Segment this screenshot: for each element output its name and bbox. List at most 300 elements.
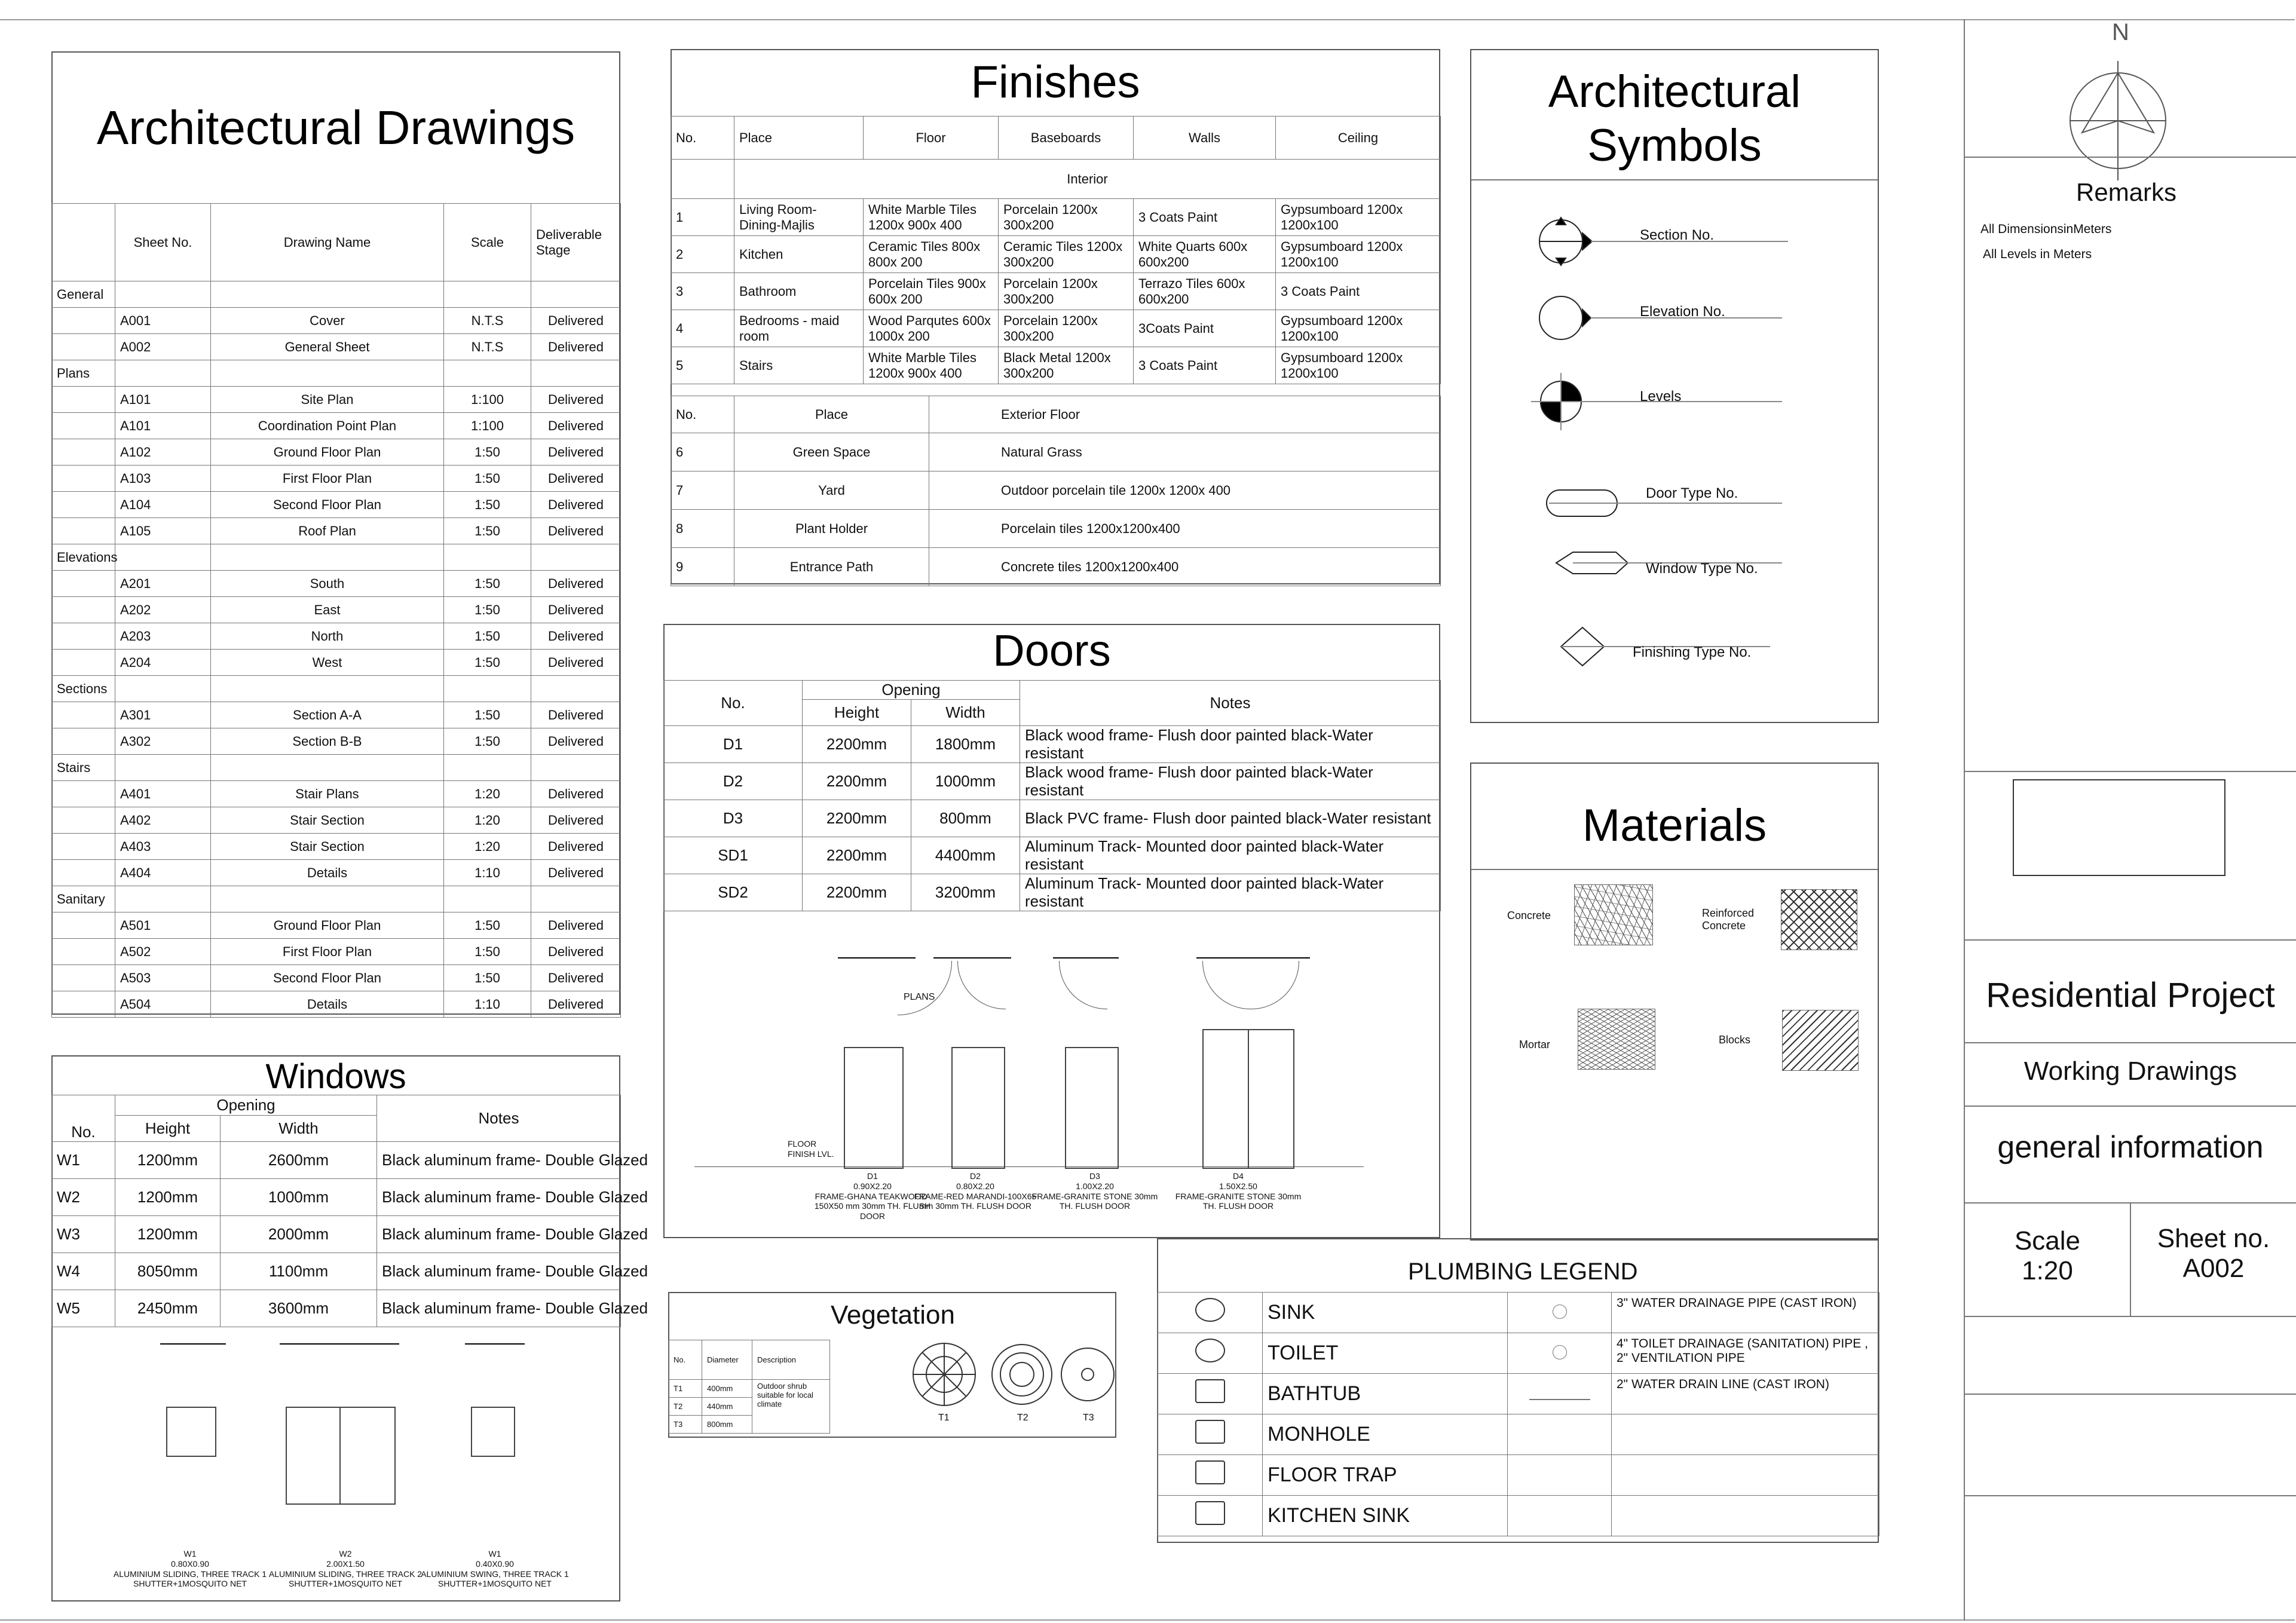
door-width: 1000mm [911, 763, 1020, 800]
pipe-description-line: 2" VENTILATION PIPE [1617, 1351, 1745, 1365]
finish-no: 2 [671, 236, 734, 273]
drawing-row [52, 728, 621, 755]
vegetation-table [668, 1340, 830, 1434]
drawing-name: East [211, 597, 444, 623]
symbols-title-line2: Symbols [1587, 120, 1762, 171]
exterior-floor: Natural Grass [929, 433, 1441, 471]
doors-header-width: Width [911, 700, 1020, 726]
fixture-symbol-icon [1195, 1501, 1225, 1525]
drawing-stage: Delivered [531, 439, 621, 466]
drawing-sheet-no: A501 [115, 912, 211, 939]
door-height: 2200mm [803, 837, 911, 874]
door-row [664, 837, 1441, 874]
drawing-row [52, 413, 621, 439]
door-row [664, 874, 1441, 911]
drawing-name: Second Floor Plan [211, 492, 444, 518]
drawing-group-empty [115, 676, 211, 702]
door-no: SD1 [664, 837, 803, 874]
plumbing-row [1158, 1293, 1879, 1333]
drawing-name: Details [211, 991, 444, 1018]
finishes-title: Finishes [971, 57, 1140, 108]
window-row [52, 1179, 621, 1216]
exterior-header-floor: Exterior Floor [929, 396, 1441, 433]
finish-place: Bathroom [734, 273, 864, 310]
exterior-row [671, 433, 1441, 471]
plumbing-row [1158, 1455, 1879, 1496]
exterior-no: 6 [671, 433, 734, 471]
tree-tag-3: T3 [1083, 1413, 1094, 1423]
drawing-group-empty [444, 755, 531, 781]
drawing-group-row [52, 544, 621, 571]
window-no: W3 [52, 1216, 115, 1253]
doors-plans-label: PLANS [904, 992, 935, 1002]
symbol-label-levels: Levels [1640, 388, 1682, 405]
pipe-symbol-cell [1508, 1414, 1612, 1455]
drawing-group-name: Plans [52, 360, 115, 387]
finish-no: 4 [671, 310, 734, 347]
finish-baseboards: Porcelain 1200x 300x200 [999, 310, 1134, 347]
drawing-group-empty [115, 281, 211, 308]
project-name: Residential Project [1986, 976, 2275, 1015]
door-plan-swing-4 [1202, 961, 1299, 1009]
door-height: 2200mm [803, 763, 911, 800]
drawing-row [52, 860, 621, 886]
window-caption-desc: ALUMINIUM SLIDING, THREE TRACK 1 SHUTTER+1MOSQUITO NET [113, 1569, 267, 1589]
windows-header-height: Height [115, 1116, 221, 1142]
drawing-name: Second Floor Plan [211, 965, 444, 991]
window-caption-size: 2.00X1.50 [326, 1558, 365, 1569]
plumbing-row [1158, 1496, 1879, 1536]
drawing-row [52, 571, 621, 597]
drawings-panel [51, 51, 620, 1015]
vegetation-title: Vegetation [831, 1300, 955, 1330]
vegetation-cell: T2 [669, 1398, 702, 1416]
top-border [0, 19, 2295, 20]
drawing-sheet-no: A101 [115, 413, 211, 439]
drawing-group-empty [531, 281, 621, 308]
drawing-scale: 1:20 [444, 807, 531, 834]
windows-header-notes: Notes [377, 1095, 621, 1142]
drawing-scale: 1:50 [444, 939, 531, 965]
north-arrow [2064, 37, 2172, 174]
exterior-header-place: Place [734, 396, 929, 433]
drawing-name: Cover [211, 308, 444, 334]
drawing-sheet-no: A201 [115, 571, 211, 597]
door-elevation-2 [951, 1047, 1005, 1169]
window-row [52, 1216, 621, 1253]
door-caption-tag: D3 [1089, 1171, 1100, 1181]
plumbing-row [1158, 1414, 1879, 1455]
windows-header-width: Width [221, 1116, 377, 1142]
finish-ceiling: 3 Coats Paint [1276, 273, 1441, 310]
exterior-no: 7 [671, 471, 734, 510]
drawing-sheet-no: A103 [115, 466, 211, 492]
drawing-sheet-no: A002 [115, 334, 211, 360]
drawing-stage: Delivered [531, 597, 621, 623]
finish-no: 5 [671, 347, 734, 384]
tree-symbols [831, 1339, 1112, 1434]
drawing-group-empty [115, 544, 211, 571]
fixture-name: BATHTUB [1263, 1374, 1508, 1414]
fixture-icon-cell [1158, 1414, 1263, 1455]
finish-floor: Ceramic Tiles 800x 800x 200 [864, 236, 999, 273]
finish-row [671, 347, 1441, 384]
door-no: D3 [664, 800, 803, 837]
stamp-box [2013, 779, 2225, 876]
drawing-scale: 1:20 [444, 781, 531, 807]
vegetation-cell: T1 [669, 1380, 702, 1398]
fixture-icon-cell [1158, 1374, 1263, 1414]
window-caption-desc: ALUMINIUM SLIDING, THREE TRACK 2 SHUTTER+1MOSQUITO NET [268, 1569, 423, 1589]
drawing-group-empty [115, 886, 211, 912]
drawing-group-row [52, 755, 621, 781]
drawing-name: Stair Section [211, 834, 444, 860]
drawing-group-empty [115, 755, 211, 781]
door-no: SD2 [664, 874, 803, 911]
drawing-stage: Delivered [531, 912, 621, 939]
drawing-row-spacer [52, 308, 115, 334]
door-caption-desc: FRAME-GHANA TEAKWOOD-150X50 mm 30mm TH. FLUSH DOOR [814, 1191, 931, 1221]
drawing-row-spacer [52, 728, 115, 755]
drawing-row-spacer [52, 623, 115, 650]
door-plan-swing-1 [898, 961, 952, 1015]
window-elevation-3 [471, 1407, 515, 1457]
drawing-sheet-no: A104 [115, 492, 211, 518]
vegetation-cell: 400mm [702, 1380, 752, 1398]
door-caption [910, 1171, 1041, 1211]
tree-symbol-t3 [1061, 1348, 1114, 1401]
pipe-description [1612, 1414, 1879, 1455]
door-plan-1 [838, 957, 916, 959]
drawing-group-empty [115, 360, 211, 387]
finishes-panel [671, 49, 1440, 584]
finishes-interior-label: Interior [734, 160, 1441, 199]
doors-header-no: No. [664, 681, 803, 726]
drawing-name: Ground Floor Plan [211, 439, 444, 466]
drawing-row-spacer [52, 991, 115, 1018]
window-caption [268, 1549, 423, 1589]
drawing-name: South [211, 571, 444, 597]
window-notes: Black aluminum frame- Double Glazed [377, 1142, 621, 1179]
fixture-name: SINK [1263, 1293, 1508, 1333]
door-plan-4 [1196, 957, 1310, 959]
finish-baseboards: Black Metal 1200x 300x200 [999, 347, 1134, 384]
vegetation-cell: 440mm [702, 1398, 752, 1416]
door-caption-desc: FRAME-GRANITE STONE 30mm TH. FLUSH DOOR [1175, 1191, 1302, 1211]
finish-baseboards: Porcelain 1200x 300x200 [999, 199, 1134, 236]
finish-ceiling: Gypsumboard 1200x 1200x100 [1276, 236, 1441, 273]
door-plan-swing-3 [1059, 961, 1107, 1009]
drawing-group-empty [531, 755, 621, 781]
symbol-label-window-type: Window Type No. [1646, 561, 1758, 577]
drawing-scale: 1:50 [444, 492, 531, 518]
remark-2: All Levels in Meters [1983, 247, 2092, 261]
drawing-row-spacer [52, 912, 115, 939]
symbols-panel [1470, 49, 1879, 723]
window-height: 8050mm [115, 1253, 221, 1290]
door-width: 3200mm [911, 874, 1020, 911]
drawing-row [52, 807, 621, 834]
drawing-scale: 1:50 [444, 597, 531, 623]
finish-floor: Porcelain Tiles 900x 600x 200 [864, 273, 999, 310]
finish-place: Stairs [734, 347, 864, 384]
drawing-stage: Delivered [531, 518, 621, 544]
drawing-stage: Working Drawings [2023, 1057, 2237, 1086]
drawings-header-row [52, 204, 621, 281]
drawing-stage: Delivered [531, 466, 621, 492]
door-caption-tag: D2 [970, 1171, 981, 1181]
pipe-symbol-cell [1508, 1293, 1612, 1333]
drawing-scale: 1:100 [444, 413, 531, 439]
pipe-description-line: 2" WATER DRAIN LINE (CAST IRON) [1617, 1377, 1829, 1391]
drawing-sheet-no: A504 [115, 991, 211, 1018]
door-elevation-1 [844, 1047, 904, 1169]
window-no: W4 [52, 1253, 115, 1290]
drawing-scale: 1:50 [444, 571, 531, 597]
drawing-row-spacer [52, 466, 115, 492]
vegetation-panel [668, 1292, 1116, 1438]
material-hatch-mortar [1578, 1009, 1655, 1070]
drawing-stage: Delivered [531, 702, 621, 728]
drawings-header-group [52, 204, 115, 281]
drawing-group-name: Elevations [52, 544, 115, 571]
drawing-row-spacer [52, 702, 115, 728]
window-elevation-1 [166, 1407, 216, 1457]
drawing-scale: 1:50 [444, 965, 531, 991]
exterior-place: Entrance Path [734, 548, 929, 586]
finishes-header-walls: Walls [1134, 117, 1276, 160]
fixture-icon-cell [1158, 1455, 1263, 1496]
fixture-symbol-icon [1195, 1379, 1225, 1403]
window-height: 1200mm [115, 1179, 221, 1216]
finish-baseboards: Ceramic Tiles 1200x 300x200 [999, 236, 1134, 273]
drawing-group-empty [531, 544, 621, 571]
pipe-description [1612, 1496, 1879, 1536]
door-width: 1800mm [911, 726, 1020, 763]
floor-finish-label: FLOOR FINISH LVL. [788, 1139, 834, 1159]
finishes-header-no: No. [671, 117, 734, 160]
doors-table [663, 680, 1441, 911]
fixture-name: TOILET [1263, 1333, 1508, 1374]
drawing-name: Ground Floor Plan [211, 912, 444, 939]
drawing-stage: Delivered [531, 413, 621, 439]
tree-symbol-t1 [913, 1343, 975, 1405]
pipe-description-line: 4" TOILET DRAINAGE (SANITATION) PIPE , [1617, 1337, 1868, 1351]
drawing-row [52, 466, 621, 492]
drawing-group-name: Sanitary [52, 886, 115, 912]
scale-value: 1:20 [2022, 1256, 2073, 1285]
drawing-scale: 1:50 [444, 439, 531, 466]
drawing-row [52, 702, 621, 728]
drawing-row [52, 991, 621, 1018]
drawing-stage: Delivered [531, 650, 621, 676]
drawing-name: Stair Plans [211, 781, 444, 807]
vegetation-header-description: Description [752, 1340, 830, 1380]
door-caption-size: 0.90X2.20 [853, 1181, 892, 1191]
drawing-row-spacer [52, 834, 115, 860]
drawing-sheet-no: A404 [115, 860, 211, 886]
drawing-group-empty [211, 886, 444, 912]
finish-row [671, 199, 1441, 236]
window-plan-3 [465, 1343, 525, 1353]
exterior-header-no: No. [671, 396, 734, 433]
window-caption-tag: W2 [339, 1549, 352, 1558]
exterior-row [671, 471, 1441, 510]
drawing-row [52, 781, 621, 807]
sheet-title: general information [1997, 1130, 2264, 1165]
finish-no: 3 [671, 273, 734, 310]
fixture-name: FLOOR TRAP [1263, 1455, 1508, 1496]
drawing-scale: 1:50 [444, 912, 531, 939]
plumbing-panel [1157, 1238, 1879, 1543]
door-caption-size: 1.50X2.50 [1219, 1181, 1257, 1191]
door-row [664, 763, 1441, 800]
exterior-no: 9 [671, 548, 734, 586]
fixture-name: KITCHEN SINK [1263, 1496, 1508, 1536]
window-no: W5 [52, 1290, 115, 1327]
exterior-place: Green Space [734, 433, 929, 471]
drawing-stage: Delivered [531, 860, 621, 886]
symbol-label-elevation: Elevation No. [1640, 304, 1725, 320]
drawing-name: Coordination Point Plan [211, 413, 444, 439]
drawing-name: Details [211, 860, 444, 886]
drawing-scale: 1:100 [444, 387, 531, 413]
vegetation-cell: 800mm [702, 1416, 752, 1434]
window-no: W1 [52, 1142, 115, 1179]
pipe-symbol-cell [1508, 1333, 1612, 1374]
windows-header-no: No. [52, 1095, 115, 1142]
drawing-group-empty [211, 676, 444, 702]
drawing-scale: 1:50 [444, 466, 531, 492]
doors-header-opening: Opening [803, 681, 1020, 700]
drawing-sheet-no: A202 [115, 597, 211, 623]
drawing-name: Section B-B [211, 728, 444, 755]
drawing-stage: Delivered [531, 334, 621, 360]
drawing-row [52, 965, 621, 991]
window-notes: Black aluminum frame- Double Glazed [377, 1216, 621, 1253]
drawing-row-spacer [52, 492, 115, 518]
window-caption-tag: W1 [183, 1549, 197, 1558]
drawing-name: North [211, 623, 444, 650]
drawing-group-empty [211, 281, 444, 308]
door-height: 2200mm [803, 800, 911, 837]
drawing-scale: 1:50 [444, 518, 531, 544]
window-plan-1 [160, 1343, 226, 1353]
drawing-sheet-no: A503 [115, 965, 211, 991]
drawing-sheet-no: A102 [115, 439, 211, 466]
window-width: 1000mm [221, 1179, 377, 1216]
finishes-table [671, 116, 1441, 384]
drawings-title: Architectural Drawings [96, 101, 575, 154]
drawing-row [52, 334, 621, 360]
exterior-floor: Concrete tiles 1200x1200x400 [929, 548, 1441, 586]
drawing-group-empty [211, 755, 444, 781]
drawing-group-row [52, 676, 621, 702]
material-label-blocks: Blocks [1719, 1034, 1751, 1046]
finish-ceiling: Gypsumboard 1200x 1200x100 [1276, 347, 1441, 384]
door-no: D2 [664, 763, 803, 800]
tree-symbol-t2 [992, 1345, 1052, 1404]
door-elevation-4 [1202, 1029, 1294, 1169]
drawing-row-spacer [52, 387, 115, 413]
drawing-row-spacer [52, 597, 115, 623]
drawing-group-empty [211, 360, 444, 387]
fixture-symbol-icon [1195, 1339, 1225, 1362]
title-block [1964, 19, 2296, 1621]
window-plan-2 [280, 1343, 399, 1353]
drawing-row [52, 492, 621, 518]
door-caption-tag: D4 [1233, 1171, 1244, 1181]
pipe-symbol-cell [1508, 1496, 1612, 1536]
fixture-symbol-icon [1195, 1460, 1225, 1484]
door-caption-desc: FRAME-GRANITE STONE 30mm TH. FLUSH DOOR [1031, 1191, 1158, 1211]
drawing-sheet-no: A105 [115, 518, 211, 544]
finish-place: Living Room- Dining-Majlis [734, 199, 864, 236]
drawing-name: West [211, 650, 444, 676]
window-height: 2450mm [115, 1290, 221, 1327]
finish-walls: 3Coats Paint [1134, 310, 1276, 347]
door-notes: Black PVC frame- Flush door painted black-Water resistant [1020, 800, 1441, 837]
finish-floor: White Marble Tiles 1200x 900x 400 [864, 199, 999, 236]
windows-title: Windows [265, 1057, 406, 1096]
plumbing-title: PLUMBING LEGEND [1408, 1258, 1638, 1285]
drawing-sheet-no: A204 [115, 650, 211, 676]
door-elevation-3 [1065, 1047, 1119, 1169]
doors-title: Doors [993, 626, 1111, 675]
material-hatch-blocks [1782, 1010, 1859, 1071]
exterior-place: Plant Holder [734, 510, 929, 548]
drawing-group-empty [444, 676, 531, 702]
finishes-header-floor: Floor [864, 117, 999, 160]
drawing-name: Roof Plan [211, 518, 444, 544]
drawing-group-name: Sections [52, 676, 115, 702]
door-caption [1029, 1171, 1161, 1211]
drawing-row-spacer [52, 334, 115, 360]
drawing-stage: Delivered [531, 623, 621, 650]
finish-floor: White Marble Tiles 1200x 900x 400 [864, 347, 999, 384]
door-notes: Black wood frame- Flush door painted black-Water resistant [1020, 763, 1441, 800]
pipe-description [1612, 1333, 1879, 1374]
drawing-row [52, 387, 621, 413]
finishes-header-baseboards: Baseboards [999, 117, 1134, 160]
drawing-stage: Delivered [531, 807, 621, 834]
window-caption-tag: W1 [488, 1549, 501, 1558]
drawings-header-name: Drawing Name [211, 204, 444, 281]
drawing-stage: Delivered [531, 965, 621, 991]
door-width: 800mm [911, 800, 1020, 837]
drawing-sheet-no: A502 [115, 939, 211, 965]
drawings-header-sheet: Sheet No. [115, 204, 211, 281]
pipe-description [1612, 1455, 1879, 1496]
drawing-group-empty [444, 544, 531, 571]
door-height: 2200mm [803, 726, 911, 763]
drawing-row-spacer [52, 439, 115, 466]
drawing-stage: Delivered [531, 387, 621, 413]
finish-walls: 3 Coats Paint [1134, 347, 1276, 384]
drawing-row [52, 597, 621, 623]
vegetation-header-no: No. [669, 1340, 702, 1380]
door-caption-size: 0.80X2.20 [956, 1181, 994, 1191]
door-width: 4400mm [911, 837, 1020, 874]
drawing-stage: Delivered [531, 991, 621, 1018]
drawing-name: Site Plan [211, 387, 444, 413]
window-no: W2 [52, 1179, 115, 1216]
drawing-name: General Sheet [211, 334, 444, 360]
window-row [52, 1142, 621, 1179]
drawing-group-empty [531, 360, 621, 387]
drawing-row [52, 650, 621, 676]
remarks-title: Remarks [2076, 178, 2177, 206]
